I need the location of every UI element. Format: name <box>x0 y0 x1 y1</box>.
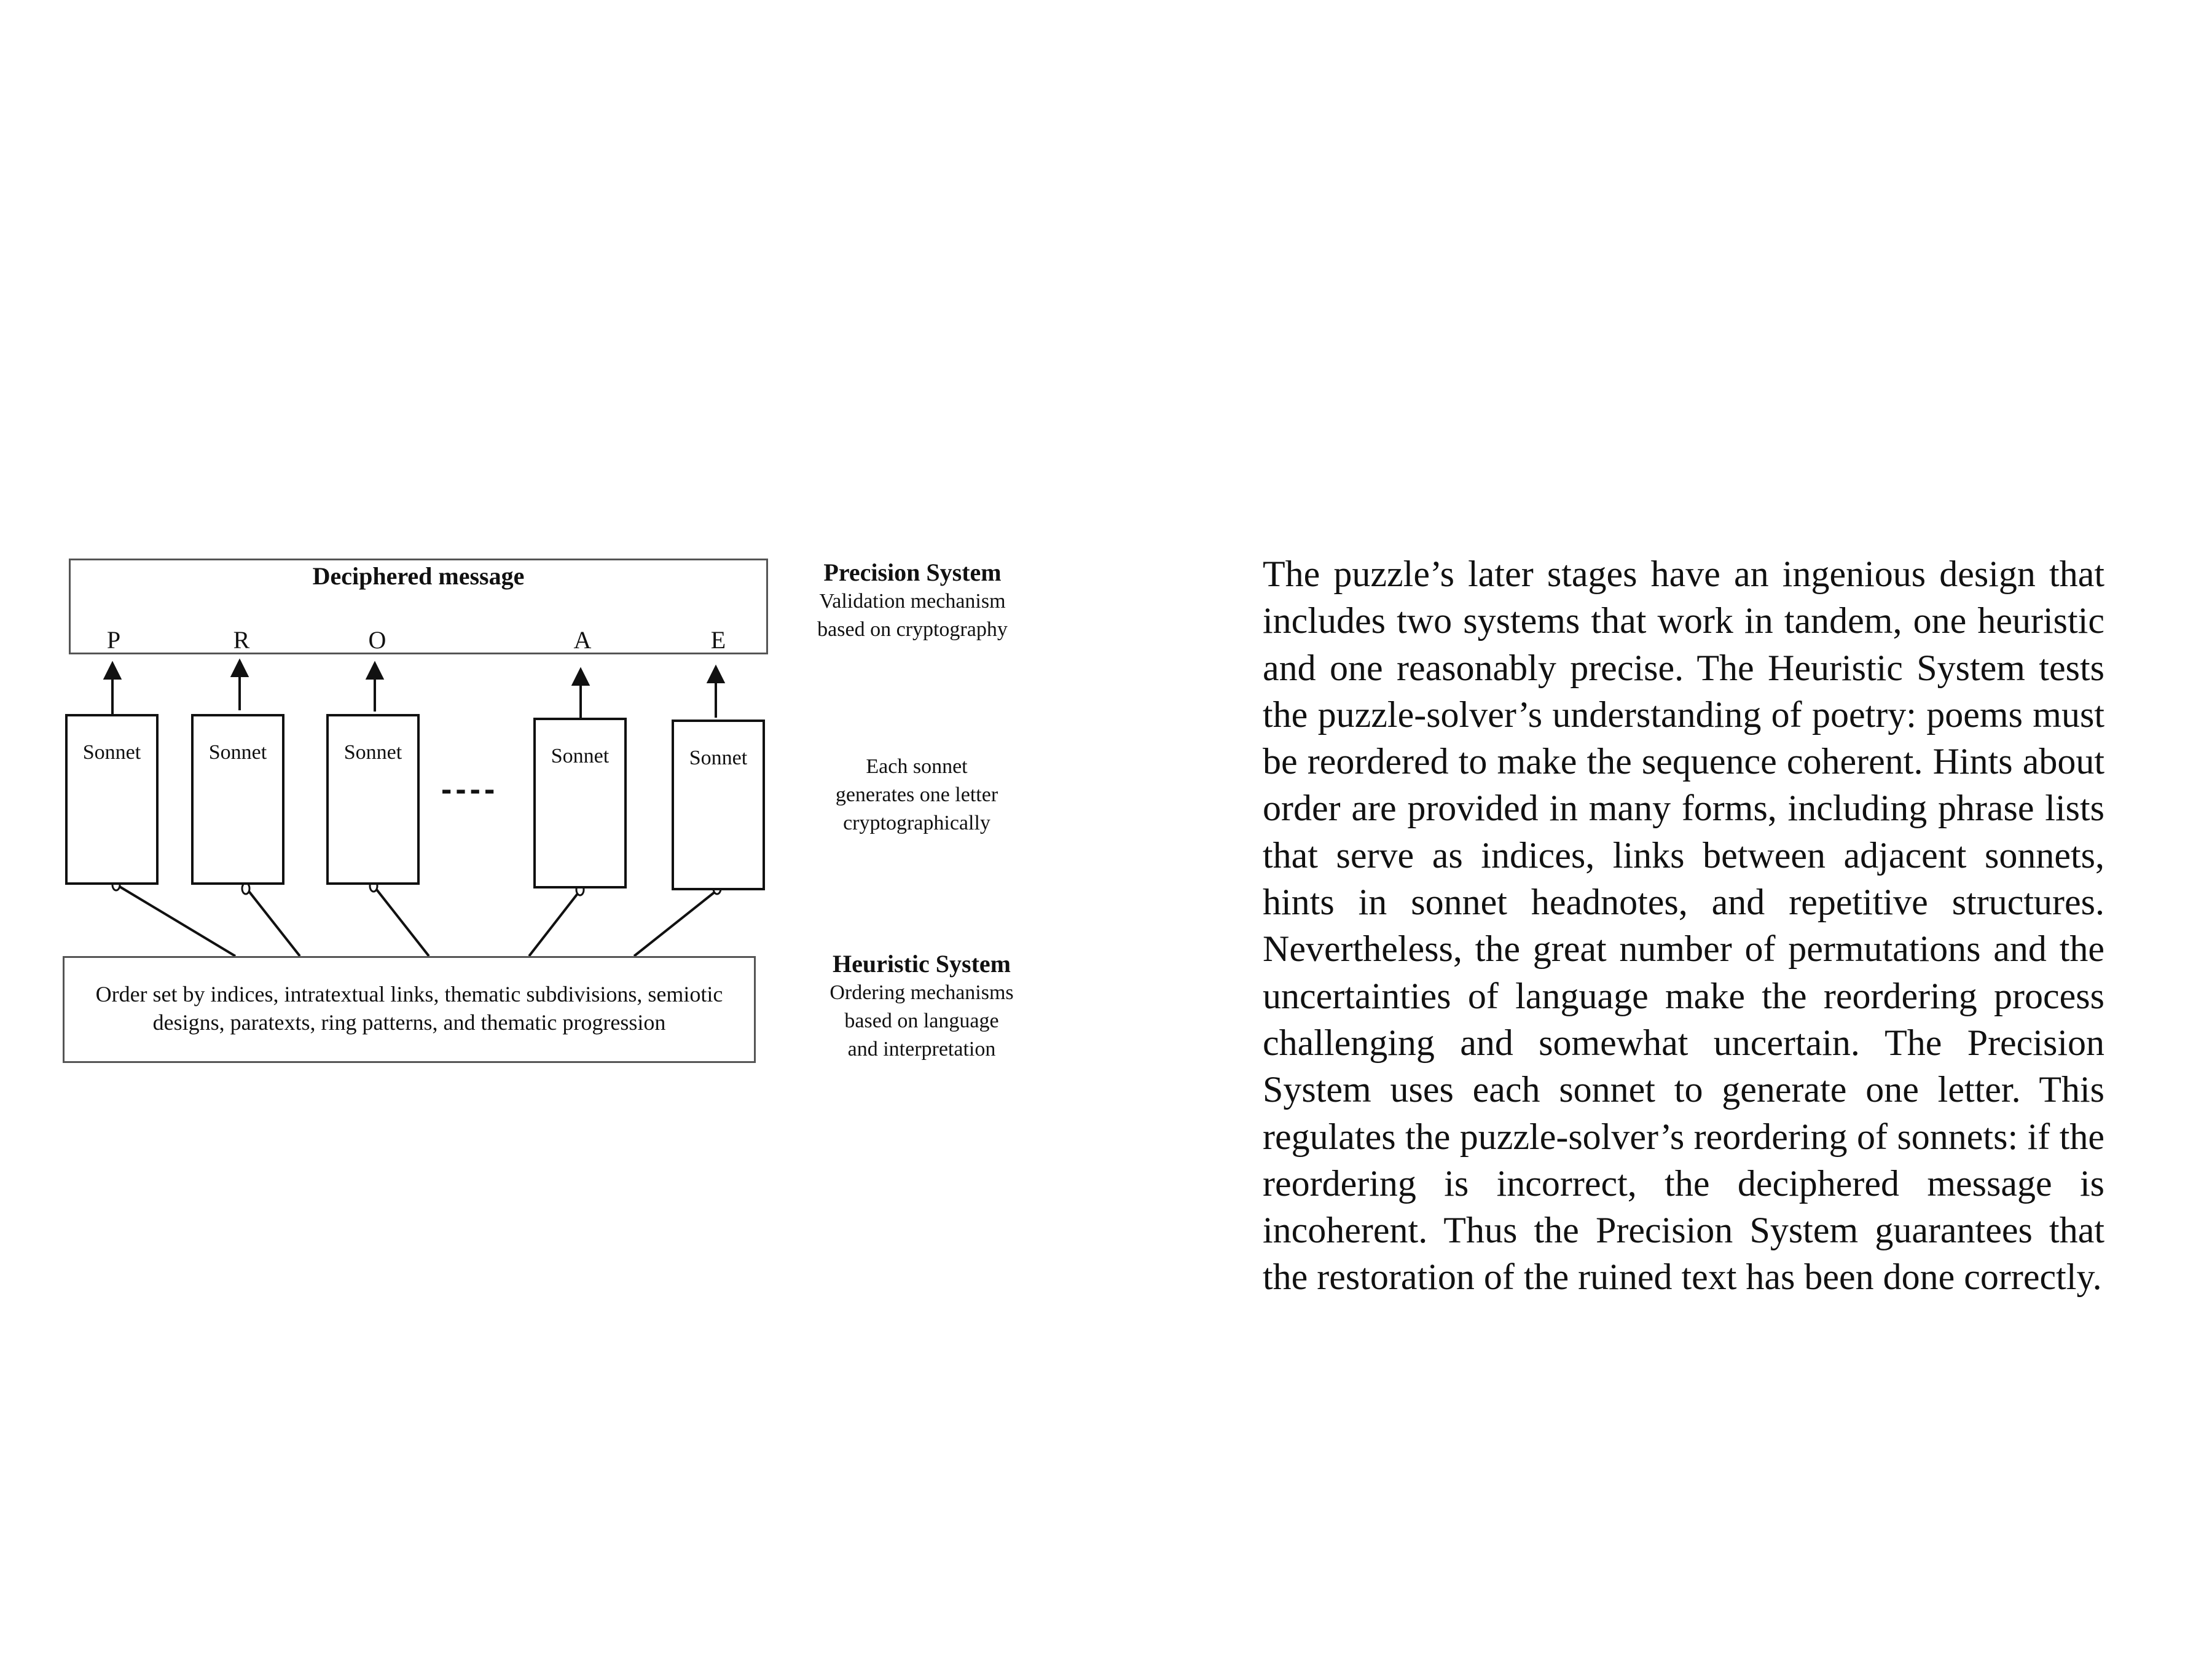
ellipsis-dashes: ---- <box>441 772 499 807</box>
sonnet-label: Sonnet <box>343 741 402 764</box>
deciphered-message-box <box>69 559 768 654</box>
sonnet-box-5 <box>672 720 765 890</box>
sonnet-label: Sonnet <box>551 745 610 767</box>
letter-r: R <box>233 626 250 654</box>
deciphered-message-title: Deciphered message <box>312 562 525 590</box>
letter-o: O <box>368 626 386 654</box>
precision-system-line-2: based on cryptography <box>817 618 1008 641</box>
heuristic-system-title: Heuristic System <box>833 950 1011 978</box>
sonnet-box-2 <box>191 714 284 885</box>
body-paragraph: The puzzle’s later stages have an ingenious design that includes two systems that work in tandem, one heuristic and one reasonably precise. The Heuristic System tests the puzzle-solver’s understanding of poetry: poems must be reordered to make the sequence coherent. Hints about order are provided in many forms, including phrase lists that serve as indices, links between adjacent sonnets, hints in sonnet headnotes, and repetitive structures. Nevertheless, the great number of permutations and the uncertainties of language make the reordering process challenging and somewhat uncertain. The Precision System uses each sonnet to generate one letter. This regulates the puzzle-solver’s reordering of sonnets: if the reordering is incorrect, the deciphered message is incoherent. Thus the Precision System guarantees that the restoration of the ruined text has been done correctly. <box>1263 554 2104 1298</box>
sonnet-box-3 <box>326 714 420 885</box>
sonnet-label: Sonnet <box>82 741 141 764</box>
heuristic-order-box <box>63 956 756 1063</box>
sonnet-label: Sonnet <box>689 747 748 769</box>
letter-p: P <box>106 626 121 654</box>
precision-system-label <box>783 558 1041 644</box>
heuristic-system-line-1: Ordering mechanisms <box>830 981 1014 1004</box>
sonnet-note-label <box>788 753 1046 837</box>
letter-e: E <box>710 626 726 654</box>
connector-lines <box>119 886 718 956</box>
sonnet-label: Sonnet <box>208 741 267 764</box>
sonnet-box-1 <box>65 714 159 885</box>
heuristic-system-label <box>793 949 1051 1064</box>
precision-system-title: Precision System <box>823 559 1002 586</box>
letter-a: A <box>573 626 592 654</box>
sonnet-box-4 <box>533 718 627 888</box>
heuristic-system-line-2: based on language <box>844 1010 999 1032</box>
heuristic-order-line-2: designs, paratexts, ring patterns, and thematic progression <box>152 1010 666 1035</box>
sonnet-note-line-3: cryptographically <box>843 812 990 834</box>
sonnet-note-line-1: Each sonnet <box>866 755 968 778</box>
precision-system-line-1: Validation mechanism <box>819 590 1006 613</box>
arrow-icons <box>105 661 723 718</box>
sonnet-note-line-2: generates one letter <box>835 783 998 806</box>
heuristic-system-line-3: and interpretation <box>847 1038 996 1061</box>
heuristic-order-line-1: Order set by indices, intratextual links, thematic subdivisions, semiotic <box>95 982 723 1006</box>
